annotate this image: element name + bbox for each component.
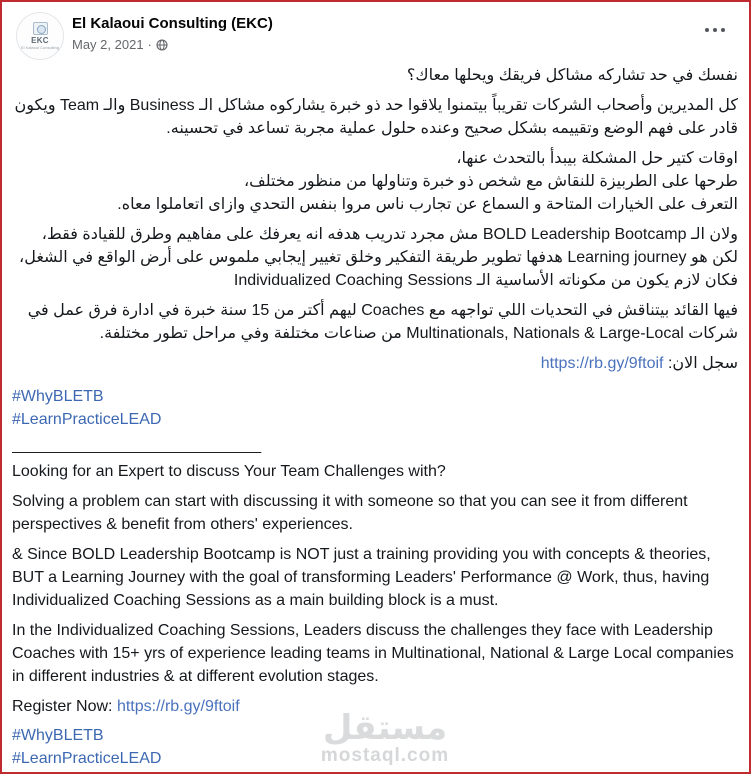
en-since-paragraph: & Since BOLD Leadership Bootcamp is NOT just a training providing you with concepts & theories, BUT a Learning Journey with the goal of transforming Leaders' Performance @ Work, thus, having Individualized Coaching Sessions as a main building block is a must. (12, 546, 711, 609)
post-body (2, 64, 749, 770)
hashtag-whybletb[interactable]: #WhyBLETB (12, 388, 104, 405)
avatar-caption: El Kalaoui Consulting (20, 45, 60, 50)
en-solving-paragraph: Solving a problem can start with discussing it with someone so that you can see it from different perspectives & benefit from others' experiences. (12, 493, 688, 533)
ar-register-line (12, 352, 738, 375)
hashtag-whybletb[interactable]: #WhyBLETB (12, 727, 104, 744)
page-avatar[interactable] (16, 12, 64, 60)
ar-problem-line: التعرف على الخيارات المتاحة و السماع عن تجارب ناس مروا بنفس التحدي وازاى اتعاملوا معاه. (117, 196, 738, 213)
post-menu-button[interactable] (701, 24, 729, 36)
post-meta (72, 37, 273, 52)
ekc-logo-icon (33, 22, 48, 35)
register-link[interactable]: https://rb.gy/9ftoif (540, 355, 664, 372)
divider-underscores: ____________________________ (12, 437, 262, 454)
en-register-line (12, 695, 738, 718)
en-register-label: Register Now: (12, 698, 113, 715)
hashtag-learnpracticelead[interactable]: #LearnPracticeLEAD (12, 411, 162, 428)
avatar-abbr: EKC (31, 36, 49, 45)
hashtag-block-top (12, 385, 738, 431)
en-heading-paragraph: Looking for an Expert to discuss Your Team Challenges with? (12, 463, 446, 480)
en-coaching-paragraph: In the Individualized Coaching Sessions, Leaders discuss the challenges they face with Leadership Coaches with 15+ yrs of experience leading teams in Multinational, National & Large Local companies in different industries & at different evolution stages. (12, 622, 734, 685)
watermark-domain: mostaql.com (320, 745, 450, 766)
ar-problem-paragraph (12, 147, 738, 216)
post-timestamp[interactable]: May 2, 2021 (72, 37, 144, 52)
ellipsis-icon (705, 28, 709, 32)
ar-managers-paragraph: كل المديرين وأصحاب الشركات تقريباً بيتمنوا يلاقوا حد ذو خبرة يشاركوه مشاكل الـ Business والـ Team ويكون قادر على فهم الوضع وتقييمه بشكل صحيح وعنده حلول عملية مجربة تساعد في تحسينه. (14, 97, 738, 137)
meta-separator: · (147, 37, 152, 52)
ar-coaching-paragraph: فيها القائد بيتناقش في التحديات اللي تواجهه مع Coaches ليهم أكتر من 15 سنة خبرة في ادارة فرق عمل في شركات Multinationals, Nationals & Large-Local من صناعات مختلفة وفي مراحل تطور مختلفة. (27, 302, 738, 342)
ar-bootcamp-paragraph: ولان الـ BOLD Leadership Bootcamp مش مجرد تدريب هدفه انه يعرفك على مفاهيم وطرق للقيادة فقط، لكن هو Learning journey هدفها تطوير طريقة التفكير وخلق تغيير إيجابي ملموس على أرض الواقع في الشغل، فكان لازم يكون من مكوناته الأساسية الـ Individualized Coaching Sessions (19, 226, 738, 289)
page-name[interactable]: El Kalaoui Consulting (EKC) (72, 15, 273, 32)
post-header (2, 2, 749, 64)
register-link[interactable]: https://rb.gy/9ftoif (116, 698, 240, 715)
ar-problem-line: اوقات كتير حل المشكلة بيبدأ بالتحدث عنها، (456, 150, 738, 167)
globe-icon (156, 39, 168, 51)
ar-intro-paragraph: نفسك في حد تشاركه مشاكل فريقك ويحلها معاك؟ (406, 67, 738, 84)
ar-register-label: سجل الان: (667, 355, 738, 372)
hashtag-block-bottom (12, 724, 738, 770)
hashtag-learnpracticelead[interactable]: #LearnPracticeLEAD (12, 750, 162, 767)
ar-problem-line: طرحها على الطربيزة للنقاش مع شخص ذو خبرة وتناولها من منظور مختلف، (244, 173, 738, 190)
watermark-arabic: مستقل (322, 709, 448, 747)
header-text (72, 12, 273, 52)
